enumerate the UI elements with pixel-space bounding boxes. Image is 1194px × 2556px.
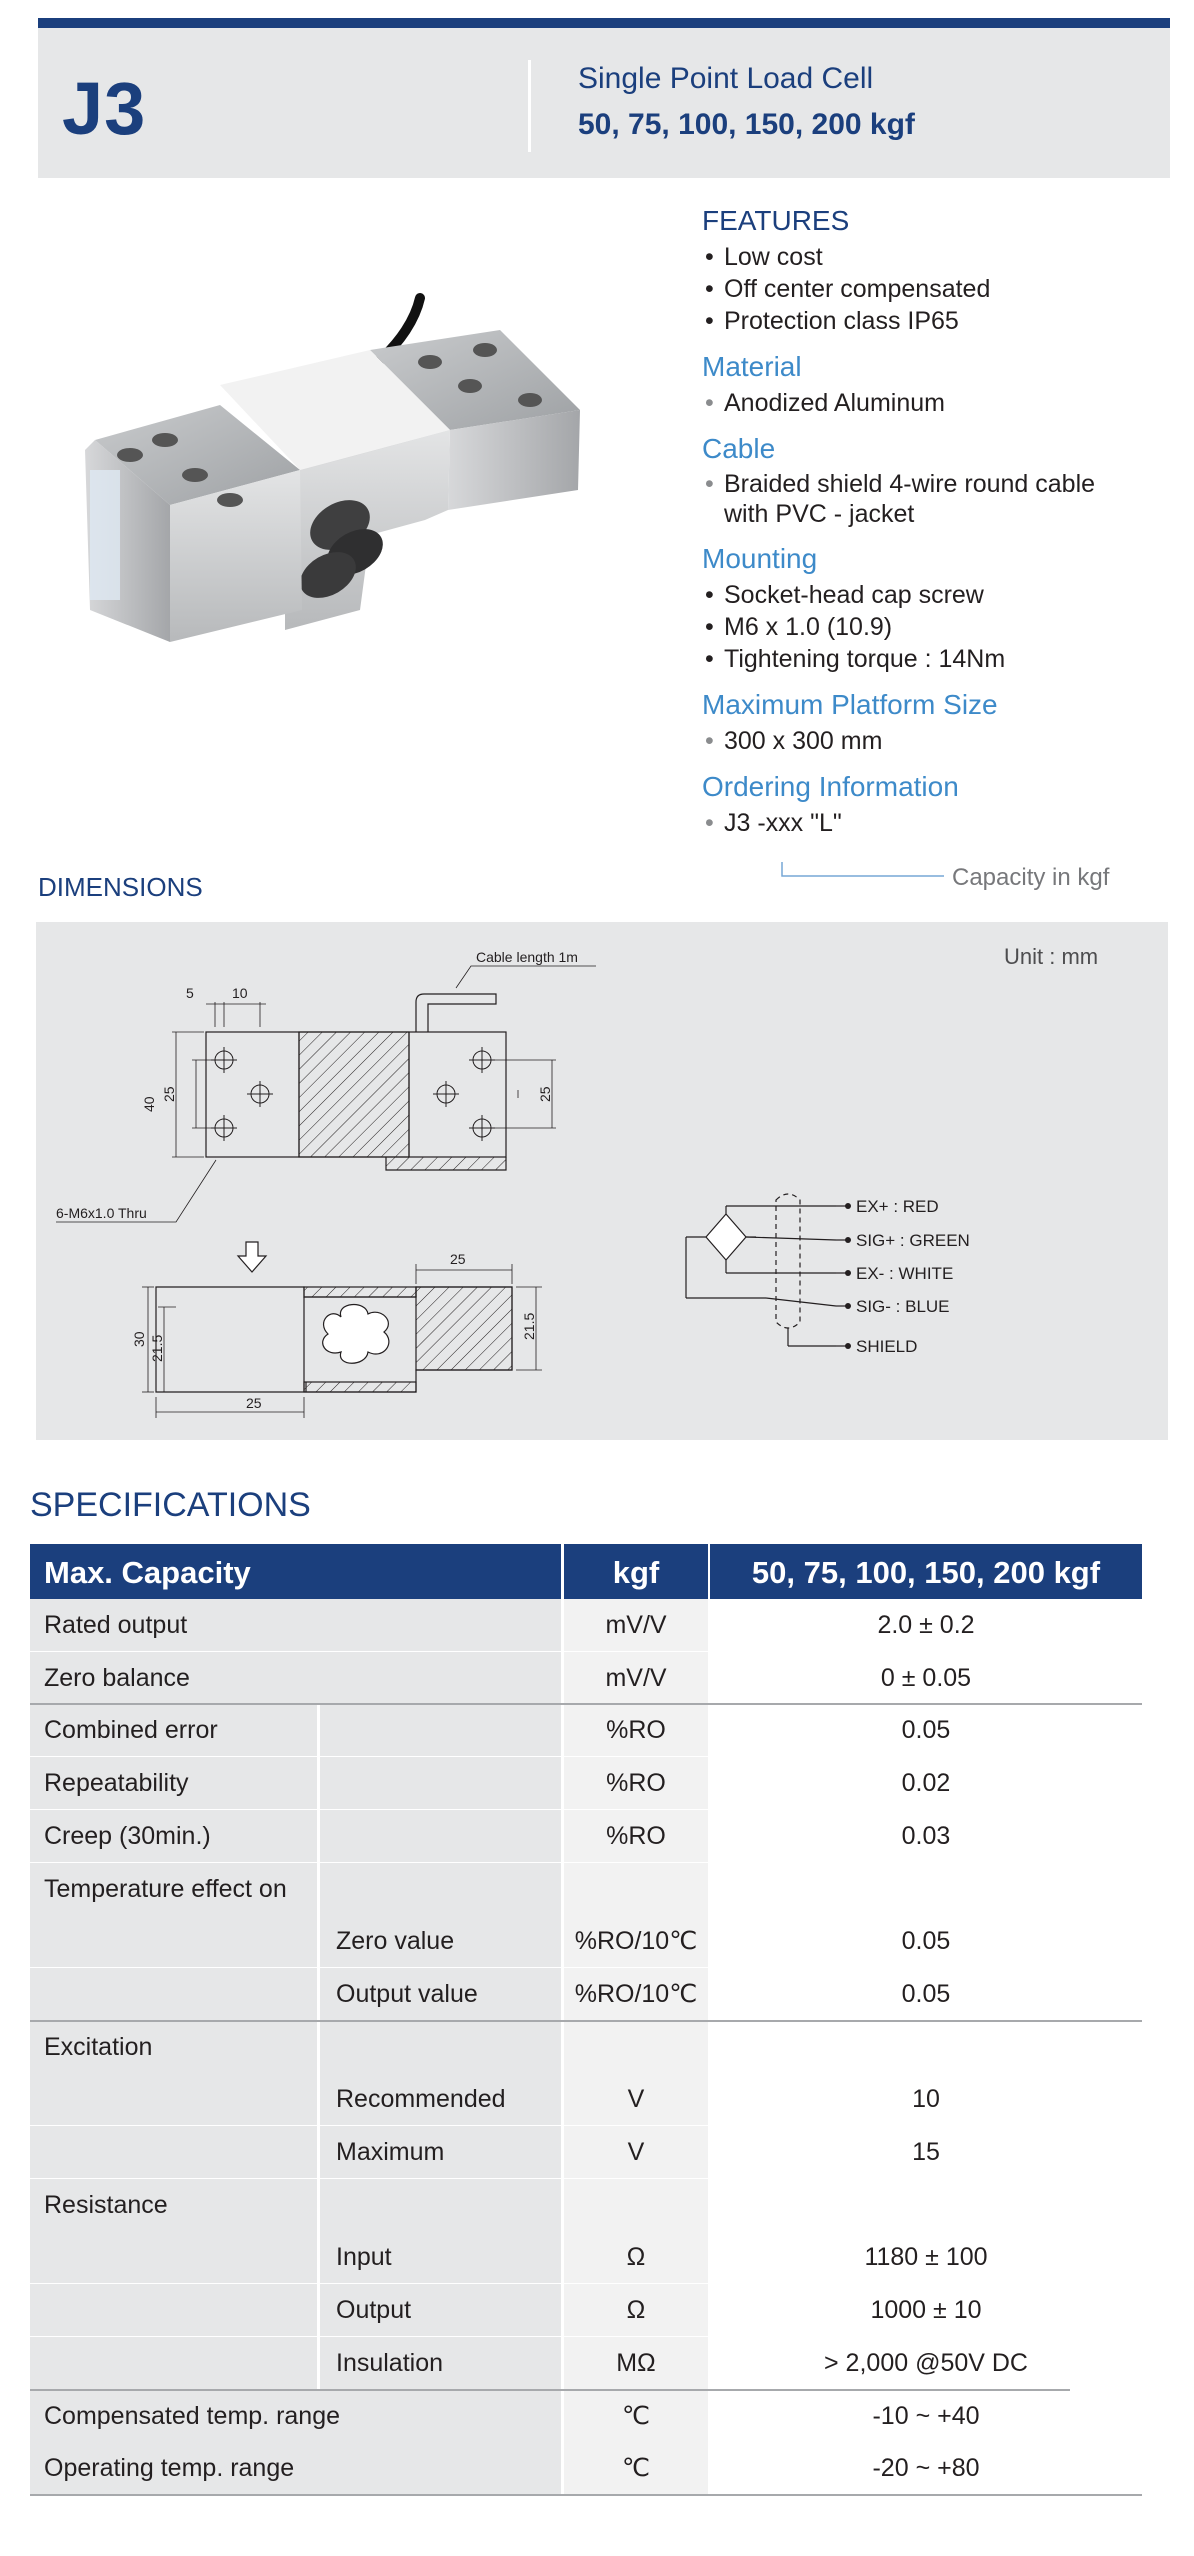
value-cell: 0.05 [710, 1704, 1142, 1756]
sub-param-cell [320, 1915, 561, 1967]
sub-param-cell [320, 2179, 561, 2231]
unit-cell: %RO [564, 1757, 708, 1809]
header-unit-label: kgf [612, 1555, 660, 1590]
table-row [30, 2179, 1142, 2231]
unit-cell [564, 1863, 708, 1915]
sub-param-cell [320, 1863, 561, 1915]
table-row [30, 2390, 1142, 2442]
param-cell [30, 2021, 317, 2073]
value-cell: 2.0 ± 0.2 [710, 1599, 1142, 1651]
table-divider [30, 2494, 1142, 2496]
sub-param-cell [320, 2231, 561, 2283]
param-cell [30, 2442, 561, 2494]
title-banner [38, 28, 1170, 178]
sub-param-label: Insulation [336, 2348, 444, 2377]
list-item: • 300 x 300 mm [702, 725, 1172, 757]
sub-param-label: Recommended [336, 2085, 506, 2114]
param-cell [30, 2231, 317, 2283]
value-cell: 0.02 [710, 1757, 1142, 1809]
param-cell [30, 2337, 317, 2389]
table-divider [30, 1703, 1142, 1705]
features-heading: FEATURES [702, 205, 850, 236]
header-top-bar [38, 18, 1170, 28]
dim-label: 5 [186, 985, 194, 1001]
table-row [30, 1704, 1142, 1756]
list-item: • Tightening torque : 14Nm [702, 643, 1172, 675]
value-cell: -20 ~ +80 [710, 2442, 1142, 2494]
value-cell [710, 2021, 1142, 2073]
unit-cell: MΩ [564, 2337, 708, 2389]
material-heading: Material [702, 351, 802, 382]
unit-label: Unit : mm [1004, 944, 1099, 969]
load-cell-photo [70, 290, 610, 650]
list-item: • M6 x 1.0 (10.9) [702, 611, 1172, 643]
sub-param-cell [320, 2021, 561, 2073]
param-cell [30, 2126, 317, 2178]
dim-label: 21.5 [521, 1312, 537, 1340]
list-item [702, 469, 1172, 529]
cable-line-1: • Braided shield 4-wire round cable [724, 470, 1096, 498]
sub-param-cell [320, 2284, 561, 2336]
list-item: • Protection class IP65 [702, 305, 1172, 337]
table-row [30, 1599, 1142, 1651]
table-row [30, 1810, 1142, 1862]
table-header-value [710, 1544, 1142, 1599]
table-row [30, 2126, 1142, 2178]
sub-param-cell [320, 2073, 561, 2125]
sub-param-cell [320, 1810, 561, 1862]
table-row [30, 2021, 1142, 2073]
param-cell [30, 1863, 317, 1915]
param-cell [30, 2284, 317, 2336]
param-label: Rated output [44, 1611, 188, 1639]
value-cell: 10 [710, 2073, 1142, 2125]
platform-heading: Maximum Platform Size [702, 689, 998, 720]
unit-cell: ℃ [564, 2390, 708, 2442]
specifications-heading: SPECIFICATIONS [30, 1486, 311, 1524]
param-cell [30, 2179, 317, 2231]
dim-label: 25 [450, 1251, 466, 1267]
unit-cell: V [564, 2126, 708, 2178]
list-item: • Low cost [702, 241, 1172, 273]
sub-param-label: Input [336, 2243, 392, 2272]
param-label: Compensated temp. range [44, 2401, 341, 2430]
param-cell [30, 1599, 561, 1651]
value-cell: 15 [710, 2126, 1142, 2178]
sub-param-label: Output value [336, 1979, 478, 2008]
capacity-range: 50, 75, 100, 150, 200 kgf [578, 108, 915, 141]
table-header-param [30, 1544, 561, 1599]
list-item: • Socket-head cap screw [702, 579, 1172, 611]
param-cell [30, 1915, 317, 1967]
side-view [142, 1264, 542, 1418]
ordering-code: • J3 -xxx "L" [702, 807, 1172, 839]
dim-label: 10 [232, 985, 248, 1001]
sub-param-label: Zero value [336, 1927, 455, 1956]
sub-param-cell [320, 1968, 561, 2020]
header-divider [528, 60, 531, 152]
unit-cell [564, 2179, 708, 2231]
header-param-label: Max. Capacity [44, 1555, 251, 1590]
table-row [30, 1652, 1142, 1704]
sub-param-cell [320, 2337, 561, 2389]
table-row [30, 1915, 1142, 1967]
param-cell [30, 2390, 561, 2442]
param-label: Excitation [44, 2032, 153, 2061]
ordering-note: Capacity in kgf [952, 864, 1110, 891]
header-value-label: 50, 75, 100, 150, 200 kgf [751, 1555, 1101, 1590]
table-divider [30, 2389, 1070, 2391]
param-label: Zero balance [44, 1663, 190, 1692]
value-cell: 1000 ± 10 [710, 2284, 1142, 2336]
dim-label: 21.5 [149, 1334, 165, 1362]
unit-cell: %RO [564, 1810, 708, 1862]
param-cell [30, 1652, 561, 1704]
dim-label: 30 [131, 1331, 147, 1347]
table-row [30, 2442, 1142, 2494]
sub-param-label: Output [336, 2296, 412, 2325]
unit-cell: %RO/10℃ [564, 1968, 708, 2020]
param-cell [30, 1968, 317, 2020]
unit-cell: V [564, 2073, 708, 2125]
unit-cell: %RO/10℃ [564, 1915, 708, 1967]
table-row [30, 2337, 1142, 2389]
param-label: Creep (30min.) [44, 1821, 211, 1850]
table-header-unit [564, 1544, 708, 1599]
dim-label: 25 [246, 1395, 262, 1411]
param-label: Repeatability [44, 1769, 189, 1798]
feature-list [702, 205, 1172, 839]
list-item: • Off center compensated [702, 273, 1172, 305]
dimensions-heading: DIMENSIONS [38, 872, 203, 902]
param-label: Combined error [44, 1716, 218, 1745]
wire-label: SIG+ : GREEN [856, 1231, 970, 1250]
dim-label: 40 [141, 1096, 157, 1112]
param-cell [30, 2073, 317, 2125]
ordering-callout-line [780, 862, 944, 882]
wire-label: SIG- : BLUE [856, 1297, 950, 1316]
model-name: J3 [62, 67, 147, 150]
cable-heading: Cable [702, 433, 776, 464]
param-cell [30, 1757, 317, 1809]
table-divider [30, 2020, 1142, 2022]
value-cell: 0 ± 0.05 [710, 1652, 1142, 1704]
value-cell: 1180 ± 100 [710, 2231, 1142, 2283]
mounting-heading: Mounting [702, 543, 818, 574]
wire-label: EX+ : RED [856, 1197, 939, 1216]
unit-cell: %RO [564, 1704, 708, 1756]
cable-line-2: with PVC - jacket [724, 500, 915, 528]
value-cell [710, 2179, 1142, 2231]
table-row [30, 1757, 1142, 1809]
table-row [30, 2073, 1142, 2125]
unit-cell: Ω [564, 2284, 708, 2336]
value-cell: > 2,000 @50V DC [710, 2337, 1142, 2389]
table-row [30, 2284, 1142, 2336]
top-view [56, 966, 596, 1222]
sub-param-cell [320, 1704, 561, 1756]
table-row [30, 1968, 1142, 2020]
unit-cell: mV/V [564, 1599, 708, 1651]
sub-param-label: Maximum [336, 2138, 445, 2166]
view-arrow [238, 1242, 266, 1272]
unit-cell: mV/V [564, 1652, 708, 1704]
dimension-drawing [36, 922, 1168, 1440]
product-type: Single Point Load Cell [578, 62, 874, 95]
wire-label: SHIELD [856, 1337, 918, 1356]
value-cell: 0.05 [710, 1968, 1142, 2020]
unit-cell: ℃ [564, 2442, 708, 2494]
value-cell: 0.05 [710, 1915, 1142, 1967]
param-cell [30, 1704, 317, 1756]
table-row [30, 1863, 1142, 1915]
param-label: Temperature effect on [44, 1874, 287, 1903]
value-cell: -10 ~ +40 [710, 2390, 1142, 2442]
table-row [30, 2231, 1142, 2283]
param-label: Operating temp. range [44, 2454, 295, 2483]
param-cell [30, 1810, 317, 1862]
dim-label: 25 [161, 1086, 177, 1102]
param-label: Resistance [44, 2190, 168, 2219]
sub-param-cell [320, 1757, 561, 1809]
sub-param-cell [320, 2126, 561, 2178]
unit-cell [564, 2021, 708, 2073]
dim-label: 25 [537, 1086, 553, 1102]
value-cell: 0.03 [710, 1810, 1142, 1862]
wire-label: EX- : WHITE [856, 1264, 954, 1283]
value-cell [710, 1863, 1142, 1915]
cable-length-label: Cable length 1m [476, 949, 578, 965]
list-item: • Anodized Aluminum [702, 387, 1172, 419]
unit-cell: Ω [564, 2231, 708, 2283]
thread-note-label: 6-M6x1.0 Thru [56, 1205, 147, 1221]
ordering-heading: Ordering Information [702, 771, 959, 802]
wiring-diagram [686, 1194, 851, 1349]
